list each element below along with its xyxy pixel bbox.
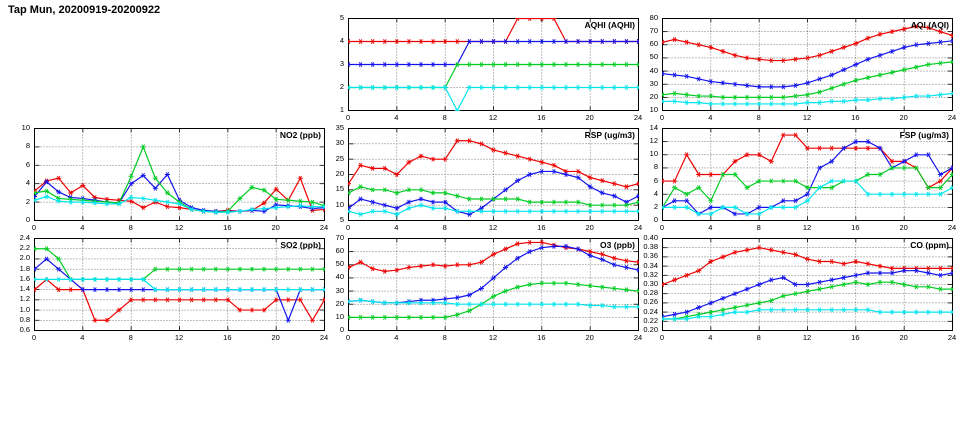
x-tick-label: 24 <box>633 333 643 342</box>
y-tick-label: 2.4 <box>19 233 30 242</box>
x-tick-label: 8 <box>442 223 447 232</box>
chart-so2-title: SO2 (ppb) <box>280 240 321 250</box>
series-blue <box>663 142 953 214</box>
x-tick-label: 20 <box>585 333 594 342</box>
series-green <box>663 282 953 319</box>
x-tick-label: 8 <box>756 113 761 122</box>
x-tick-label: 8 <box>442 333 447 342</box>
y-tick-label: 1 <box>339 105 344 114</box>
x-tick-label: 8 <box>442 113 447 122</box>
x-tick-label: 4 <box>708 113 713 122</box>
y-tick-label: 35 <box>335 123 344 132</box>
y-tick-label: 0 <box>653 215 658 224</box>
x-tick-label: 0 <box>659 223 665 232</box>
y-tick-label: 60 <box>649 39 658 49</box>
x-tick-label: 16 <box>851 223 860 232</box>
y-tick-label: 12 <box>649 136 658 146</box>
x-tick-label: 0 <box>345 223 351 232</box>
x-tick-label: 12 <box>802 113 812 122</box>
x-tick-label: 24 <box>947 113 957 122</box>
y-tick-label: 0.40 <box>643 233 658 242</box>
x-tick-label: 0 <box>345 333 351 342</box>
chart-fsp-title: FSP (ug/m3) <box>899 130 949 140</box>
y-tick-label: 14 <box>649 123 658 132</box>
x-tick-label: 12 <box>488 223 498 232</box>
x-tick-label: 20 <box>585 223 594 232</box>
chart-aqhi-title: AQHI (AQHI) <box>584 20 635 30</box>
x-tick-label: 0 <box>31 333 37 342</box>
y-tick-label: 0.8 <box>19 314 30 324</box>
x-tick-label: 24 <box>947 333 957 342</box>
y-tick-label: 30 <box>335 138 344 148</box>
y-tick-label: 6 <box>25 159 30 169</box>
chart-co-title: CO (ppm) <box>910 240 949 250</box>
x-tick-label: 4 <box>80 333 85 342</box>
x-tick-label: 24 <box>633 223 643 232</box>
x-tick-label: 12 <box>174 333 184 342</box>
y-tick-label: 0 <box>25 215 30 224</box>
y-tick-label: 0.20 <box>643 325 658 334</box>
y-tick-label: 10 <box>335 311 344 321</box>
y-tick-label: 2.0 <box>19 253 30 263</box>
x-tick-label: 0 <box>31 223 37 232</box>
x-tick-label: 8 <box>128 333 133 342</box>
y-tick-label: 0.28 <box>643 288 658 298</box>
y-tick-label: 4 <box>653 188 658 198</box>
x-tick-label: 12 <box>802 223 812 232</box>
y-tick-label: 2 <box>653 201 658 211</box>
y-tick-label: 25 <box>335 153 344 163</box>
y-tick-label: 2 <box>339 82 344 91</box>
y-tick-label: 4 <box>339 36 344 45</box>
page-title: Tap Mun, 20200919-20200922 <box>8 4 161 16</box>
y-tick-label: 15 <box>335 184 344 194</box>
chart-fsp <box>649 123 957 232</box>
y-tick-label: 20 <box>335 169 344 178</box>
y-tick-label: 50 <box>649 52 658 62</box>
chart-co <box>643 233 957 342</box>
chart-o3-title: O3 (ppb) <box>600 240 635 250</box>
x-tick-label: 20 <box>899 113 908 122</box>
y-tick-label: 0 <box>339 325 344 334</box>
y-tick-label: 40 <box>649 65 658 75</box>
y-tick-label: 10 <box>649 149 658 159</box>
x-tick-label: 24 <box>633 113 643 122</box>
y-tick-label: 10 <box>335 199 344 209</box>
y-tick-label: 20 <box>649 91 658 101</box>
y-tick-label: 6 <box>653 175 658 185</box>
y-tick-label: 70 <box>649 26 658 36</box>
y-tick-label: 1.6 <box>19 273 30 283</box>
y-tick-label: 30 <box>649 78 658 88</box>
x-tick-label: 4 <box>394 333 399 342</box>
y-tick-label: 1.4 <box>19 284 30 294</box>
y-tick-label: 0.34 <box>643 260 658 270</box>
y-tick-label: 1.0 <box>19 304 30 314</box>
y-tick-label: 0.32 <box>643 269 658 279</box>
y-tick-label: 70 <box>335 233 344 242</box>
x-tick-label: 16 <box>537 333 546 342</box>
y-tick-label: 5 <box>339 13 344 22</box>
y-tick-label: 5 <box>339 215 344 224</box>
y-tick-label: 0.22 <box>643 315 658 325</box>
series-blue <box>349 171 639 214</box>
y-tick-label: 0.30 <box>643 279 658 288</box>
x-tick-label: 8 <box>756 223 761 232</box>
x-tick-label: 4 <box>394 223 399 232</box>
x-tick-label: 20 <box>899 223 908 232</box>
x-tick-label: 4 <box>708 223 713 232</box>
x-tick-label: 16 <box>537 223 546 232</box>
chart-fsp-plot <box>662 128 953 221</box>
x-tick-label: 8 <box>128 223 133 232</box>
x-tick-label: 8 <box>756 333 761 342</box>
x-tick-label: 20 <box>271 333 280 342</box>
y-tick-label: 8 <box>653 162 658 172</box>
chart-aqi-title: AQI (AQI) <box>910 20 949 30</box>
x-tick-label: 12 <box>488 113 498 122</box>
x-tick-label: 4 <box>80 223 85 232</box>
y-tick-label: 0.24 <box>643 306 658 316</box>
y-tick-label: 10 <box>21 123 30 132</box>
chart-aqhi <box>339 13 643 122</box>
chart-o3 <box>335 233 643 342</box>
y-tick-label: 40 <box>335 272 344 282</box>
y-tick-label: 0.38 <box>643 242 658 252</box>
chart-rsp-plot <box>348 128 639 221</box>
y-tick-label: 0.26 <box>643 297 658 307</box>
chart-no2 <box>21 123 329 232</box>
x-tick-label: 24 <box>319 223 329 232</box>
x-tick-label: 20 <box>899 333 908 342</box>
x-tick-label: 4 <box>708 333 713 342</box>
chart-so2 <box>19 233 329 342</box>
y-tick-label: 10 <box>649 105 658 114</box>
series-green <box>349 283 639 317</box>
chart-co-plot <box>662 238 953 331</box>
x-tick-label: 0 <box>659 333 665 342</box>
x-tick-label: 20 <box>271 223 280 232</box>
y-tick-label: 8 <box>25 141 30 151</box>
x-tick-label: 12 <box>802 333 812 342</box>
x-tick-label: 16 <box>537 113 546 122</box>
y-tick-label: 1.2 <box>19 294 30 304</box>
y-tick-label: 3 <box>339 59 344 68</box>
chart-o3-plot <box>348 238 639 331</box>
x-tick-label: 12 <box>174 223 184 232</box>
x-tick-label: 16 <box>851 333 860 342</box>
y-tick-label: 0.6 <box>19 325 30 334</box>
x-tick-label: 0 <box>659 113 665 122</box>
y-tick-label: 50 <box>335 259 344 269</box>
y-tick-label: 2.2 <box>19 243 30 253</box>
x-tick-label: 0 <box>345 113 351 122</box>
x-tick-label: 20 <box>585 113 594 122</box>
y-tick-label: 30 <box>335 285 344 295</box>
chart-aqhi-plot <box>348 18 639 111</box>
chart-rsp <box>335 123 643 232</box>
y-tick-label: 60 <box>335 246 344 256</box>
y-tick-label: 1.8 <box>19 263 30 273</box>
chart-no2-plot <box>34 128 325 221</box>
x-tick-label: 16 <box>223 333 232 342</box>
y-tick-label: 0.36 <box>643 251 658 261</box>
x-tick-label: 4 <box>394 113 399 122</box>
chart-rsp-title: RSP (ug/m3) <box>584 130 635 140</box>
y-tick-label: 80 <box>649 13 658 22</box>
chart-no2-title: NO2 (ppb) <box>279 130 321 140</box>
chart-aqi-plot <box>662 18 953 111</box>
y-tick-label: 20 <box>335 298 344 308</box>
chart-so2-plot <box>34 238 325 331</box>
y-tick-label: 2 <box>25 196 30 206</box>
x-tick-label: 24 <box>319 333 329 342</box>
chart-aqi <box>649 13 957 122</box>
x-tick-label: 16 <box>851 113 860 122</box>
x-tick-label: 16 <box>223 223 232 232</box>
x-tick-label: 12 <box>488 333 498 342</box>
x-tick-label: 24 <box>947 223 957 232</box>
y-tick-label: 4 <box>25 178 30 188</box>
